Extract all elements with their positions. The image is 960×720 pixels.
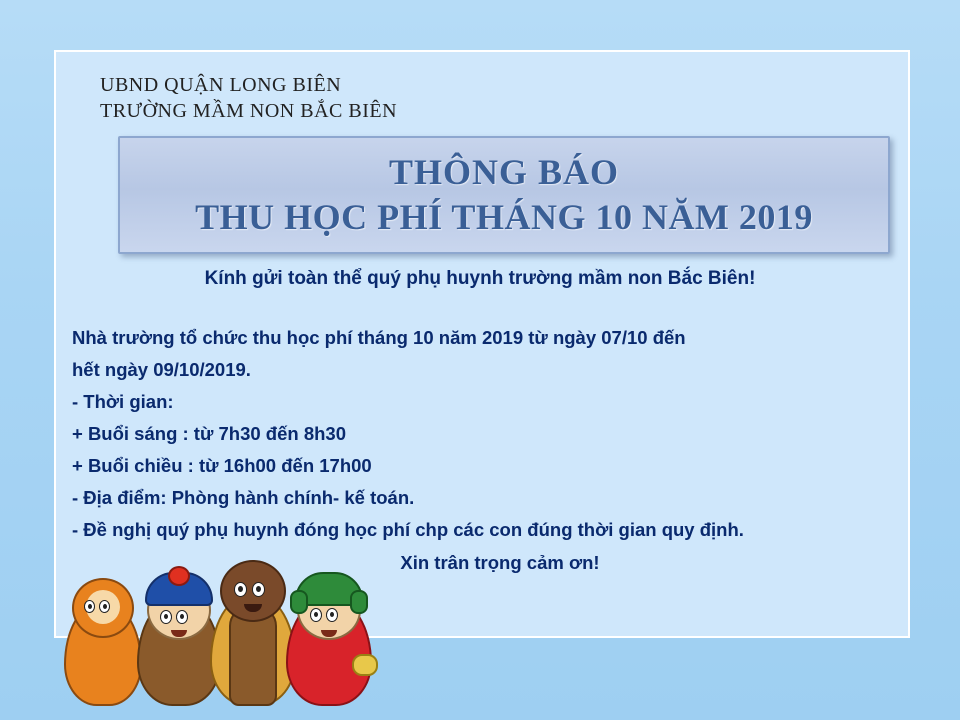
character-green-hat-icon — [286, 568, 372, 706]
notice-body — [72, 322, 948, 546]
body-line: + Buổi chiều : từ 16h00 đến 17h00 — [72, 455, 372, 476]
character-eye-left — [310, 608, 322, 622]
character-mitten — [352, 654, 378, 676]
title-line-2: THU HỌC PHÍ THÁNG 10 NĂM 2019 — [195, 197, 813, 237]
body-line: - Địa điểm: Phòng hành chính- kế toán. — [72, 487, 415, 508]
character-eye-right — [326, 608, 338, 622]
character-eye-right — [176, 610, 188, 624]
character-hat-flap-left — [290, 590, 308, 614]
character-eye-right — [99, 600, 110, 613]
character-yellow-coat-icon — [210, 556, 296, 706]
organization-header — [100, 72, 660, 124]
org-line-1: UBND QUẬN LONG BIÊN — [100, 74, 342, 96]
character-eye-left — [84, 600, 95, 613]
body-line: hết ngày 09/10/2019. — [72, 359, 251, 380]
body-line: Nhà trường tổ chức thu học phí tháng 10 năm 2019 từ ngày 07/10 đến — [72, 327, 686, 348]
cartoon-characters-image — [58, 550, 378, 720]
closing-text: Xin trân trọng cảm ơn! — [400, 552, 600, 573]
title-line-1: THÔNG BÁO — [388, 152, 620, 192]
body-line: - Thời gian: — [72, 391, 174, 412]
character-eye-left — [234, 582, 247, 597]
character-eye-left — [160, 610, 172, 624]
title-box — [118, 136, 890, 254]
greeting-text: Kính gửi toàn thể quý phụ huynh trường mầm non Bắc Biên! — [204, 268, 756, 289]
character-hat — [145, 572, 213, 606]
character-eye-right — [252, 582, 265, 597]
character-orange-hood-icon — [64, 578, 142, 706]
org-line-2: TRƯỜNG MẦM NON BẮC BIÊN — [100, 100, 398, 122]
character-pompom — [168, 566, 190, 586]
body-line: - Đề nghị quý phụ huynh đóng học phí chp các con đúng thời gian quy định. — [72, 519, 744, 540]
character-hat-flap-right — [350, 590, 368, 614]
body-line: + Buổi sáng : từ 7h30 đến 8h30 — [72, 423, 347, 444]
